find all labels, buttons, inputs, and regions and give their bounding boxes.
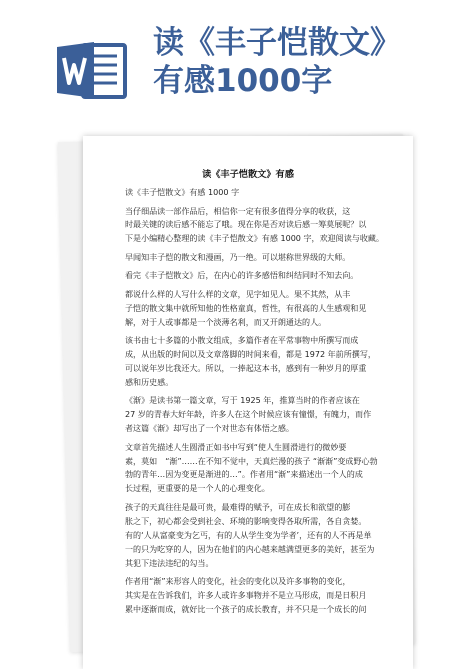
document-paragraph: [125, 288, 389, 330]
document-line: 看完《丰子恺散文》后，在内心的许多感悟和纠结同时不知去向。: [125, 271, 359, 281]
document-line: 累中逐渐而成，就好比一个孩子的成长教育，并不只是一个成长的问: [125, 604, 367, 614]
document-paragraph: [125, 269, 389, 283]
headline: [153, 24, 463, 100]
document-line: 胀之下，初心都会受到社会、环境的影响变得各取所需，各自贪婪。: [125, 516, 367, 526]
word-document-icon: [55, 38, 131, 102]
document-line: 早闻知丰子恺的散文和漫画，乃一绝。可以堪称世界级的大师。: [125, 252, 351, 262]
document-paragraph: [125, 251, 389, 265]
document-line: 素，莫如 “渐”……在不知不觉中，天真烂漫的孩子 “渐渐”变成野心勃: [125, 456, 378, 466]
document-title: 读《丰子恺散文》有感: [202, 169, 294, 180]
document-line: 读《丰子恺散文》有感 1000 字: [125, 188, 240, 197]
document-paragraph: [125, 575, 389, 617]
document-paragraph: [125, 501, 389, 571]
document-line: 其实是在告诉我们，许多人或许多事物并不是立马形成，而是日积月: [125, 590, 367, 600]
document-line: 者这篇《渐》却写出了一个对世态有体悟之感。: [125, 424, 294, 434]
document-paragraph: [125, 334, 389, 390]
promo-header: [0, 0, 474, 110]
document-body: [125, 186, 389, 621]
document-line: 下是小编精心整理的读《丰子恺散文》有感 1000 字，欢迎阅读与收藏。: [125, 234, 384, 244]
document-line: 解，对于人或事都是一个淡薄名利，而又开朗通达的人。: [125, 317, 327, 327]
document-line: 一的只为吃穿的人，因为在他们的内心越来越满望更多的美好，甚至为: [125, 544, 375, 554]
document-line: 该书由七十多篇的小散文组成，多篇作者在平常事物中所撰写而成: [125, 336, 359, 346]
document-line: 作者用“渐”来形容人的变化，社会的变化以及许多事物的变化，: [125, 577, 351, 586]
document-line: 文章首先描述人生圆滑正如书中写到“使人生圆滑进行的微妙要: [125, 442, 347, 452]
document-line: 27 岁的青春大好年龄，许多人在这个时候应该有憧憬，有魄力，而作: [125, 410, 372, 420]
document-page: [83, 136, 413, 669]
document-line: 有的‘人从富豪变为乞丐，有的人从学生变为学者’，还有的人不再是单: [125, 530, 372, 540]
document-paragraph: [125, 394, 389, 436]
document-line: 子恺的散文集中就所知他的性格童真，哲性，有很高的人生感观和见: [125, 303, 367, 313]
document-line: 都说什么样的人写什么样的文章，见字如见人。果不其然，从丰: [125, 289, 351, 299]
document-paragraph: [125, 186, 389, 200]
headline-line: 有感1000字: [153, 63, 333, 99]
document-line: 成，从出版的时间以及文章落脚的时间来看，都是 1972 年前所撰写，: [125, 350, 376, 360]
document-paragraph: [125, 205, 389, 247]
document-line: 当仔细品读一部作品后，相信你一定有很多值得分享的收获，这: [125, 206, 351, 216]
document-line: 其犯下违法违纪的勾当。: [125, 558, 214, 568]
headline-line: 读《丰子恺散文》: [153, 25, 401, 61]
document-line: 时最关键的读后感不能忘了哦。现在你是否对读后感一筹莫展呢？以: [125, 220, 367, 230]
document-line: 勃的青年…因为变更是渐进的…”。作者用“渐”来描述出一个人的成: [125, 470, 363, 480]
document-paragraph: [125, 441, 389, 497]
document-line: 长过程，更重要的是一个人的心理变化。: [125, 484, 270, 494]
document-line: 感和历史感。: [125, 377, 174, 387]
document-line: 《渐》是读书第一篇文章，写于 1925 年，推算当时的作者应该在: [125, 396, 360, 406]
document-line: 可以说年岁比我还大。所以，一捧起这本书，感到有一种岁月的厚重: [125, 363, 367, 373]
document-line: 孩子的天真往往是最可贵，最难得的赋予，可在成长和欲望的膨: [125, 502, 351, 512]
